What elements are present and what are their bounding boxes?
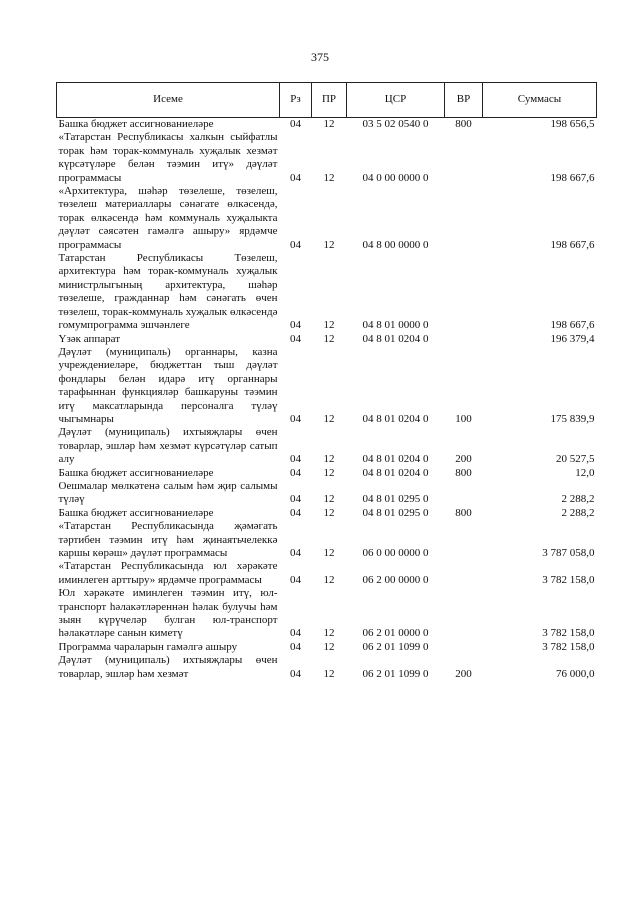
row-csr: 06 0 00 0000 0 bbox=[362, 547, 429, 559]
row-rz: 04 bbox=[290, 493, 301, 506]
table-row bbox=[57, 252, 597, 332]
table-row bbox=[57, 587, 597, 641]
row-csr: 06 2 01 1099 0 bbox=[362, 640, 429, 653]
row-sum: 2 288,2 bbox=[561, 493, 595, 506]
row-name: Дәүләт (муниципаль) органнары, казна учреждениеләре, бюджеттан тыш дәүләт фондлары белән идарә итү органнары тарафыннан функцияләр башкаруны тәэмин итү максатларында персоналга түләү чыгымнары bbox=[58, 345, 278, 425]
row-csr: 06 2 00 0000 0 bbox=[362, 573, 429, 586]
row-csr: 06 2 01 0000 0 bbox=[362, 627, 429, 640]
row-name: Башка бюджет ассигнованиеләре bbox=[58, 506, 214, 519]
row-vr bbox=[445, 333, 483, 346]
row-sum: 198 656,5 bbox=[550, 118, 595, 130]
header-vr: ВР bbox=[445, 83, 483, 118]
row-vr bbox=[445, 560, 483, 587]
row-pr: 12 bbox=[323, 319, 335, 332]
row-csr: 04 0 00 0000 0 bbox=[362, 171, 429, 184]
row-rz: 04 bbox=[290, 319, 301, 332]
row-pr: 12 bbox=[323, 412, 335, 425]
row-csr: 04 8 01 0295 0 bbox=[362, 493, 429, 506]
row-csr: 04 8 01 0204 0 bbox=[362, 412, 429, 425]
row-rz: 04 bbox=[290, 573, 301, 586]
row-name: «Архитектура, шәһәр төзелеше, төзелеш, төзелеш материаллары сәнәгате өлкәсендә, торак өлкәсендә һәм коммуналь хуҗалыкта дәүләт сәясәтен гамәлгә ашыру» ярдәмче программасы bbox=[58, 185, 278, 251]
row-vr: 800 bbox=[455, 466, 472, 479]
table-row bbox=[57, 560, 597, 587]
table-row bbox=[57, 118, 597, 132]
header-sum: Суммасы bbox=[483, 83, 597, 118]
row-rz: 04 bbox=[290, 506, 301, 519]
row-name: «Татарстан Республикасында җәмәгать тәртибен тәэмин итү һәм җинаятьчелеккә каршы көрәш» дәүләт программасы bbox=[58, 520, 278, 559]
row-rz: 04 bbox=[290, 238, 301, 251]
row-sum: 3 787 058,0 bbox=[542, 547, 595, 559]
table-row bbox=[57, 641, 597, 654]
row-vr bbox=[445, 641, 483, 654]
row-pr: 12 bbox=[323, 667, 335, 680]
row-csr: 04 8 01 0204 0 bbox=[362, 466, 429, 479]
table-row bbox=[57, 520, 597, 560]
row-sum: 196 379,4 bbox=[550, 332, 595, 345]
row-rz: 04 bbox=[290, 640, 301, 653]
header-row bbox=[57, 83, 597, 118]
page-number: 375 bbox=[311, 50, 329, 64]
table-row bbox=[57, 426, 597, 466]
row-pr: 12 bbox=[323, 573, 335, 586]
row-pr: 12 bbox=[323, 466, 335, 479]
row-pr: 12 bbox=[323, 171, 335, 184]
row-sum: 198 667,6 bbox=[550, 319, 595, 332]
table-row bbox=[57, 654, 597, 681]
row-vr bbox=[445, 587, 483, 641]
row-vr bbox=[445, 520, 483, 560]
row-rz: 04 bbox=[290, 118, 301, 130]
header-csr: ЦСР bbox=[347, 83, 445, 118]
row-name: Башка бюджет ассигнованиеләре bbox=[58, 466, 214, 479]
row-name: Үзәк аппарат bbox=[58, 332, 121, 345]
row-rz: 04 bbox=[290, 627, 301, 640]
row-name: Юл хәрәкәте иминлеген тәэмин итү, юл-транспорт һәлакәтләреннән һәлак булучы һәм зыян күрүчеләр булган юл-транспорт һәлакәтләре санын киметү bbox=[58, 587, 278, 640]
row-vr: 800 bbox=[455, 118, 472, 130]
table-row bbox=[57, 131, 597, 185]
table-row bbox=[57, 507, 597, 520]
row-rz: 04 bbox=[290, 412, 301, 425]
header-rz: Рз bbox=[280, 83, 312, 118]
row-pr: 12 bbox=[323, 332, 335, 345]
header-name: Исеме bbox=[57, 83, 280, 118]
row-vr bbox=[445, 131, 483, 185]
row-sum: 3 782 158,0 bbox=[542, 640, 595, 653]
row-name: «Татарстан Республикасы халкын сыйфатлы торак һәм торак-коммуналь хуҗалык хезмәт күрсәтүләре белән тәэмин итү» дәүләт программасы bbox=[58, 131, 278, 184]
row-rz: 04 bbox=[290, 171, 301, 184]
budget-table bbox=[56, 82, 597, 681]
row-vr: 800 bbox=[455, 506, 472, 519]
table-row bbox=[57, 346, 597, 426]
table-row bbox=[57, 185, 597, 252]
row-sum: 198 667,6 bbox=[550, 171, 595, 184]
row-pr: 12 bbox=[323, 627, 335, 640]
table-row bbox=[57, 467, 597, 480]
row-vr bbox=[445, 480, 483, 507]
row-name: Татарстан Республикасы Төзелеш, архитектура һәм торак-коммуналь хуҗалык министрлыгының архитектура, шәһәр төзелеше, гражданнар һәм сәнәгать өчен төзелеш, торак-коммуналь хуҗалык өлкәсендә гомумпрограмма эшчәнлеге bbox=[58, 252, 278, 332]
row-sum: 12,0 bbox=[575, 466, 595, 479]
row-rz: 04 bbox=[290, 453, 301, 466]
row-vr bbox=[445, 252, 483, 332]
row-name: Дәүләт (муниципаль) ихтыяҗлары өчен товарлар, эшләр һәм хезмәт bbox=[58, 654, 278, 680]
table-row bbox=[57, 480, 597, 507]
row-csr: 04 8 01 0000 0 bbox=[362, 319, 429, 332]
row-csr: 04 8 00 0000 0 bbox=[362, 238, 429, 251]
row-pr: 12 bbox=[323, 493, 335, 506]
row-csr: 03 5 02 0540 0 bbox=[362, 118, 429, 130]
row-rz: 04 bbox=[290, 466, 301, 479]
row-sum: 3 782 158,0 bbox=[542, 627, 595, 640]
row-pr: 12 bbox=[323, 453, 335, 466]
row-name: Дәүләт (муниципаль) ихтыяҗлары өчен товарлар, эшләр һәм хезмәт күрсәтүләр сатып алу bbox=[58, 426, 278, 466]
row-csr: 04 8 01 0204 0 bbox=[362, 453, 429, 466]
row-rz: 04 bbox=[290, 547, 301, 559]
row-name: Оешмалар мөлкәтенә салым һәм җир салымы түләү bbox=[58, 479, 278, 506]
row-pr: 12 bbox=[323, 238, 335, 251]
row-pr: 12 bbox=[323, 506, 335, 519]
row-csr: 04 8 01 0204 0 bbox=[362, 332, 429, 345]
row-rz: 04 bbox=[290, 332, 301, 345]
row-pr: 12 bbox=[323, 547, 335, 559]
row-vr: 100 bbox=[455, 412, 472, 425]
row-sum: 3 782 158,0 bbox=[542, 573, 595, 586]
table-row bbox=[57, 333, 597, 346]
row-csr: 06 2 01 1099 0 bbox=[362, 667, 429, 680]
row-sum: 198 667,6 bbox=[550, 238, 595, 251]
row-rz: 04 bbox=[290, 667, 301, 680]
row-name: Программа чараларын гамәлгә ашыру bbox=[58, 640, 238, 653]
row-csr: 04 8 01 0295 0 bbox=[362, 506, 429, 519]
row-sum: 175 839,9 bbox=[550, 412, 595, 425]
row-vr: 200 bbox=[455, 453, 472, 466]
row-sum: 20 527,5 bbox=[556, 453, 595, 466]
row-vr: 200 bbox=[455, 667, 472, 680]
row-sum: 2 288,2 bbox=[561, 506, 595, 519]
row-name: «Татарстан Республикасында юл хәрәкәте иминлеген арттыру» ярдәмче программасы bbox=[58, 560, 278, 586]
row-name: Башка бюджет ассигнованиеләре bbox=[58, 118, 214, 130]
row-pr: 12 bbox=[323, 640, 335, 653]
header-pr: ПР bbox=[312, 83, 347, 118]
row-sum: 76 000,0 bbox=[556, 667, 595, 680]
row-pr: 12 bbox=[323, 118, 335, 130]
row-vr bbox=[445, 185, 483, 252]
